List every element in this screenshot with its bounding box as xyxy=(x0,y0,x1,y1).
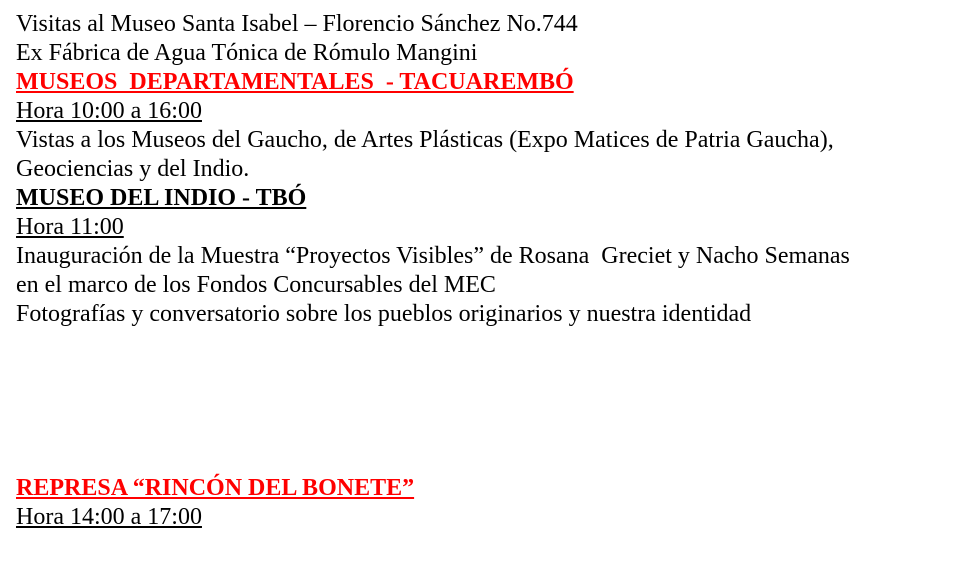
document-page xyxy=(16,0,956,532)
heading-museos-departamentales: MUSEOS DEPARTAMENTALES - TACUAREMBÓ xyxy=(16,69,574,95)
heading-museo-del-indio: MUSEO DEL INDIO - TBÓ xyxy=(16,185,307,211)
heading-represa: REPRESA “RINCÓN DEL BONETE” xyxy=(16,475,415,501)
schedule-time-2: Hora 11:00 xyxy=(16,214,124,240)
paragraph-2-line-2: en el marco de los Fondos Concursables del MEC xyxy=(16,272,496,298)
paragraph-2-line-3: Fotografías y conversatorio sobre los pueblos originarios y nuestra identidad xyxy=(16,301,752,327)
blank-space xyxy=(16,329,956,474)
schedule-time-1: Hora 10:00 a 16:00 xyxy=(16,98,202,124)
factory-line: Ex Fábrica de Agua Tónica de Rómulo Mangini xyxy=(16,40,478,66)
paragraph-1-line-1: Vistas a los Museos del Gaucho, de Artes Plásticas (Expo Matices de Patria Gaucha), xyxy=(16,127,834,153)
paragraph-2-line-1: Inauguración de la Muestra “Proyectos Visibles” de Rosana Greciet y Nacho Semanas xyxy=(16,243,850,269)
paragraph-1-line-2: Geociencias y del Indio. xyxy=(16,156,250,182)
schedule-time-3: Hora 14:00 a 17:00 xyxy=(16,504,202,530)
museum-visit-line: Visitas al Museo Santa Isabel – Florencio Sánchez No.744 xyxy=(16,11,578,37)
